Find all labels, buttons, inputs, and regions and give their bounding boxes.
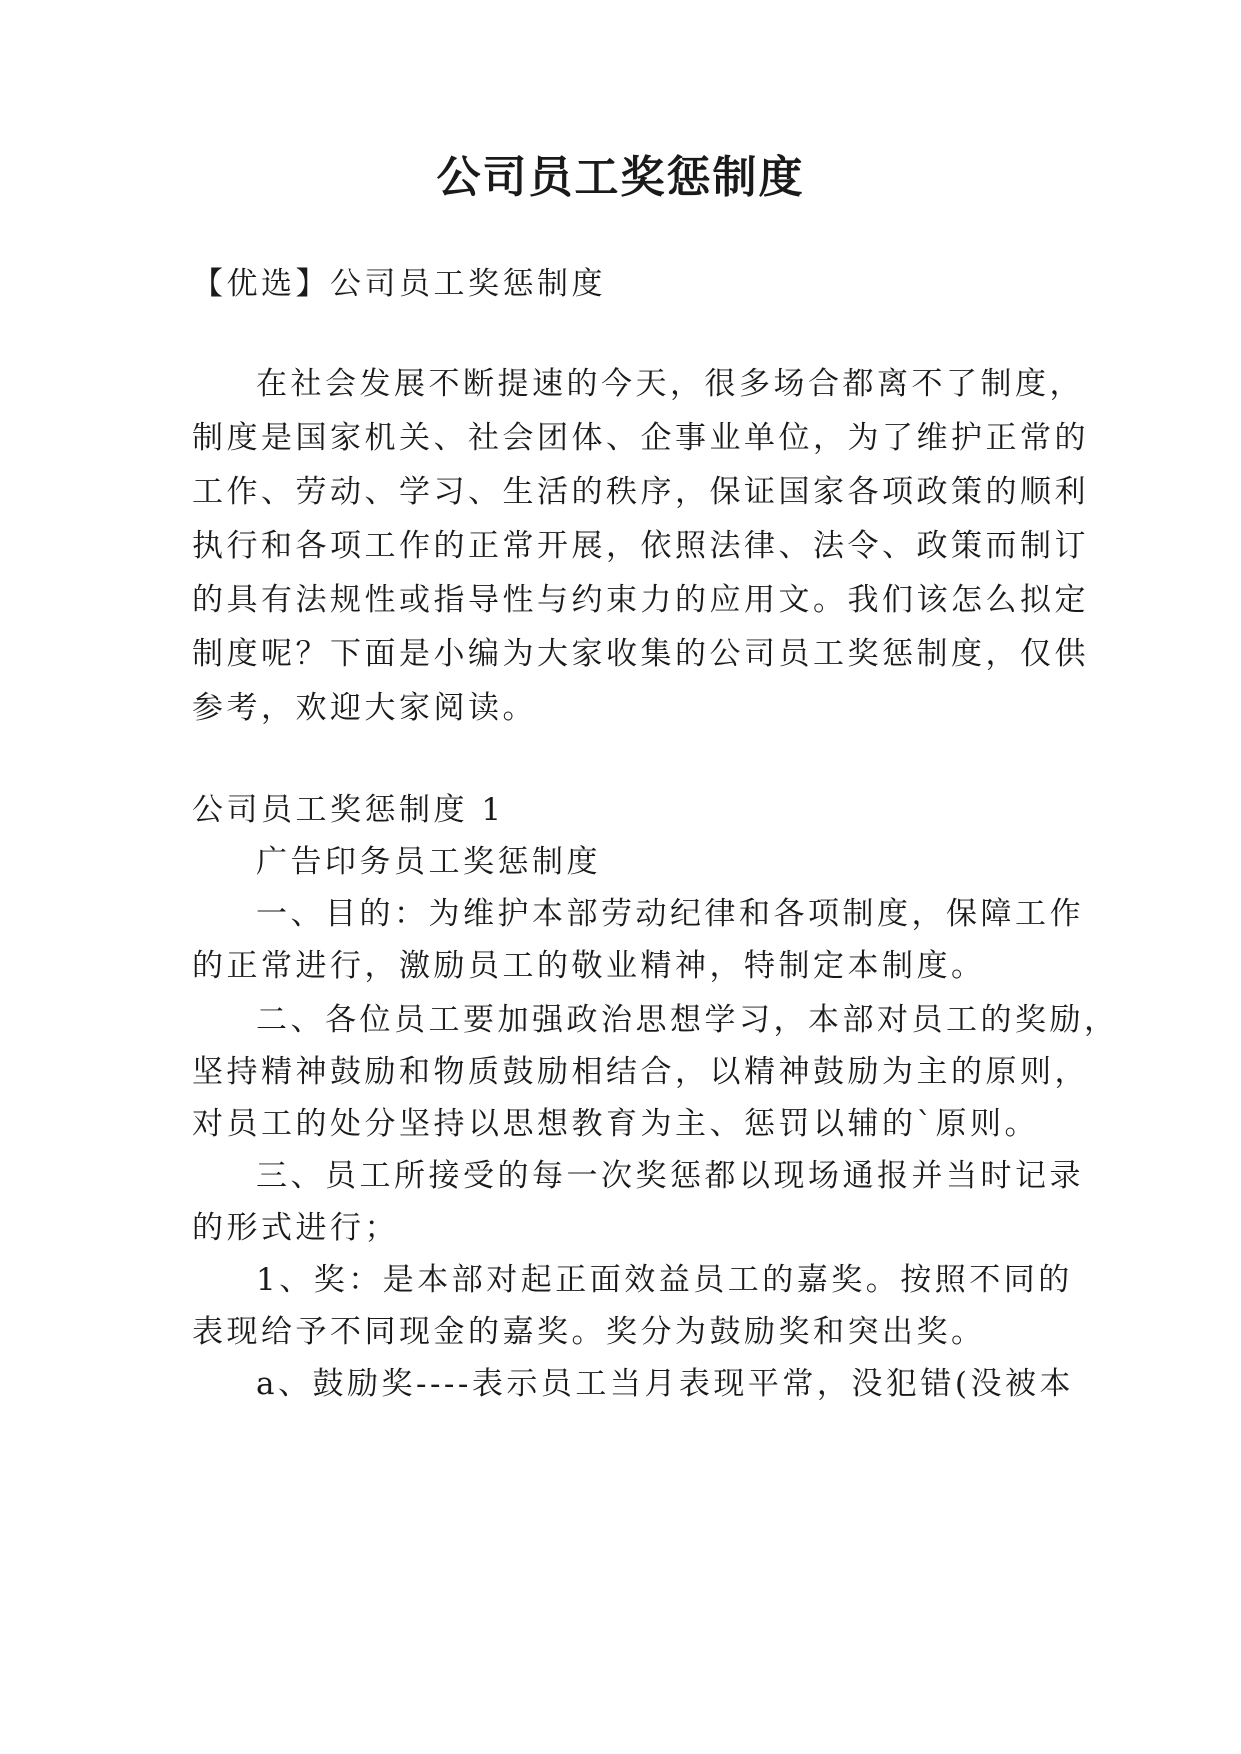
body-line: 坚持精神鼓励和物质鼓励相结合，以精神鼓励为主的原则， xyxy=(192,1054,1089,1090)
body-line: 1、奖：是本部对起正面效益员工的嘉奖。按照不同的 xyxy=(256,1262,1073,1298)
body-line: 的形式进行； xyxy=(192,1210,399,1246)
document-title: 公司员工奖惩制度 xyxy=(436,152,805,203)
intro-line: 在社会发展不断提速的今天，很多场合都离不了制度， xyxy=(256,366,1084,402)
intro-line: 制度是国家机关、社会团体、企事业单位，为了维护正常的 xyxy=(192,420,1089,456)
intro-line: 制度呢？下面是小编为大家收集的公司员工奖惩制度，仅供 xyxy=(192,636,1089,672)
intro-line: 参考，欢迎大家阅读。 xyxy=(192,690,537,726)
intro-line: 工作、劳动、学习、生活的秩序，保证国家各项政策的顺利 xyxy=(192,474,1089,510)
body-line: 的正常进行，激励员工的敬业精神，特制定本制度。 xyxy=(192,948,986,984)
section-heading: 公司员工奖惩制度 1 xyxy=(192,792,505,828)
body-line: 一、目的：为维护本部劳动纪律和各项制度，保障工作 xyxy=(256,896,1084,932)
intro-line: 的具有法规性或指导性与约束力的应用文。我们该怎么拟定 xyxy=(192,582,1089,618)
intro-line: 执行和各项工作的正常开展，依照法律、法令、政策而制订 xyxy=(192,528,1089,564)
body-line: 表现给予不同现金的嘉奖。奖分为鼓励奖和突出奖。 xyxy=(192,1314,986,1350)
body-line: 对员工的处分坚持以思想教育为主、惩罚以辅的`原则。 xyxy=(192,1106,1039,1142)
body-line: a、鼓励奖----表示员工当月表现平常，没犯错(没被本 xyxy=(256,1366,1074,1402)
body-line: 三、员工所接受的每一次奖惩都以现场通报并当时记录 xyxy=(256,1158,1084,1194)
body-line: 二、各位员工要加强政治思想学习，本部对员工的奖励， xyxy=(256,1002,1119,1038)
body-line: 广告印务员工奖惩制度 xyxy=(256,844,601,880)
document-subtitle: 【优选】公司员工奖惩制度 xyxy=(192,266,606,302)
